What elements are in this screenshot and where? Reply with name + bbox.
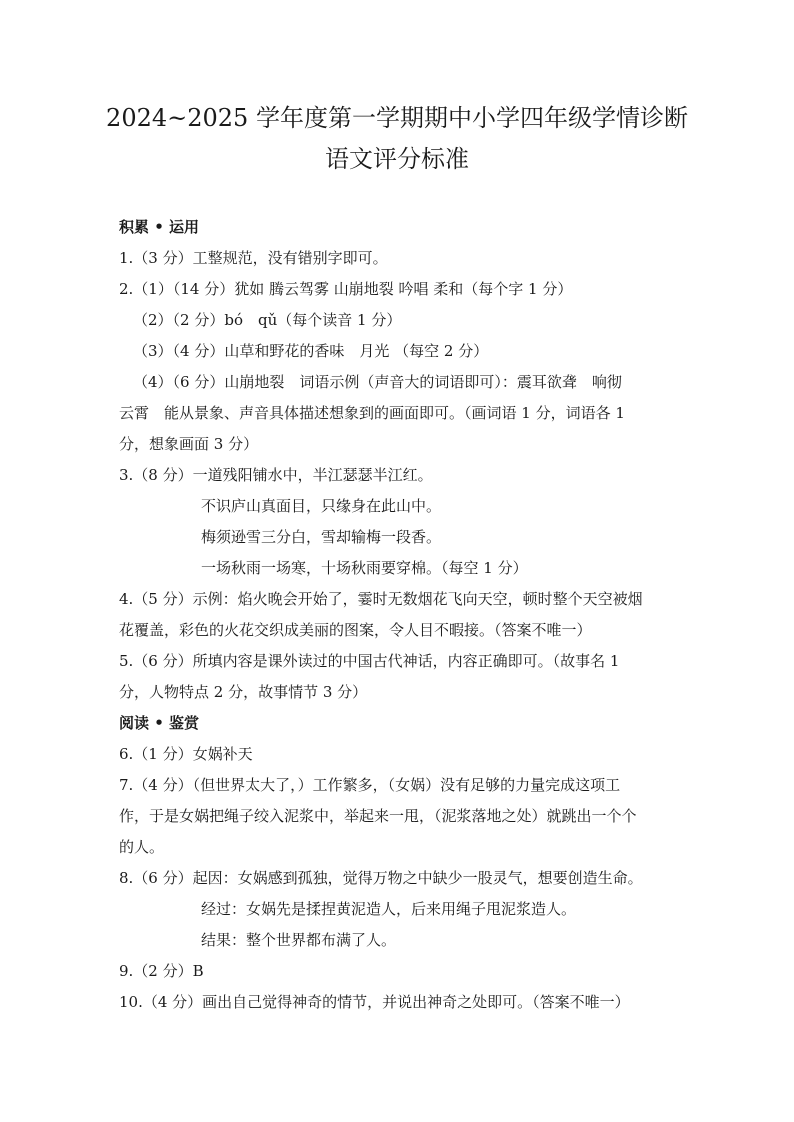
poem-line: 梅须逊雪三分白，雪却输梅一段香。	[201, 528, 442, 546]
answer-line: 8.（6 分）起因：女娲感到孤独，觉得万物之中缺少一股灵气，想要创造生命。	[119, 869, 643, 887]
answer-line: 花覆盖，彩色的火花交织成美丽的图案，令人目不暇接。（答案不唯一）	[119, 621, 592, 639]
answer-line: 2.（1）（14 分）犹如 腾云驾雾 山崩地裂 吟唱 柔和（每个字 1 分）	[119, 280, 573, 298]
answer-line: （3）（4 分）山草和野花的香味 月光 （每空 2 分）	[133, 342, 489, 360]
answer-line: 分，想象画面 3 分）	[119, 435, 259, 453]
answer-line: 7.（4 分）（但世界太大了，）工作繁多，（女娲）没有足够的力量完成这项工	[119, 776, 621, 794]
answer-line: 1.（3 分）工整规范，没有错别字即可。	[119, 249, 388, 267]
answer-line: 作，于是女娲把绳子绞入泥浆中，举起来一甩，（泥浆落地之处）就跳出一个个	[119, 807, 637, 825]
answer-line: 分，人物特点 2 分，故事情节 3 分）	[119, 683, 368, 701]
document-subtitle: 语文评分标准	[325, 145, 469, 173]
section-heading-reading: 阅读 • 鉴赏	[119, 714, 200, 732]
answer-line: 结果：整个世界都布满了人。	[201, 931, 397, 949]
poem-line: 一场秋雨一场寒，十场秋雨要穿棉。（每空 1 分）	[201, 559, 528, 577]
document-title: 2024~2025 学年度第一学期期中小学四年级学情诊断	[106, 104, 688, 132]
answer-line: 3.（8 分）一道残阳铺水中，半江瑟瑟半江红。	[119, 466, 433, 484]
answer-line: 6.（1 分）女娲补天	[119, 745, 253, 763]
poem-line: 不识庐山真面目，只缘身在此山中。	[201, 497, 442, 515]
answer-line: 5.（6 分）所填内容是课外读过的中国古代神话，内容正确即可。（故事名 1	[119, 652, 620, 670]
answer-line: （2）（2 分）bó qǔ（每个读音 1 分）	[133, 311, 402, 329]
answer-line: （4）（6 分）山崩地裂 词语示例（声音大的词语即可）：震耳欲聋 响彻	[133, 373, 622, 391]
answer-line: 经过：女娲先是揉捏黄泥造人，后来用绳子甩泥浆造人。	[201, 900, 577, 918]
section-heading-accumulation: 积累 • 运用	[119, 218, 200, 236]
answer-line: 云霄 能从景象、声音具体描述想象到的画面即可。（画词语 1 分，词语各 1	[119, 404, 625, 422]
answer-line: 9.（2 分）B	[119, 962, 204, 980]
answer-line: 10.（4 分）画出自己觉得神奇的情节，并说出神奇之处即可。（答案不唯一）	[119, 993, 630, 1011]
answer-line: 的人。	[119, 838, 165, 856]
answer-line: 4.（5 分）示例：焰火晚会开始了，霎时无数烟花飞向天空，顿时整个天空被烟	[119, 590, 643, 608]
